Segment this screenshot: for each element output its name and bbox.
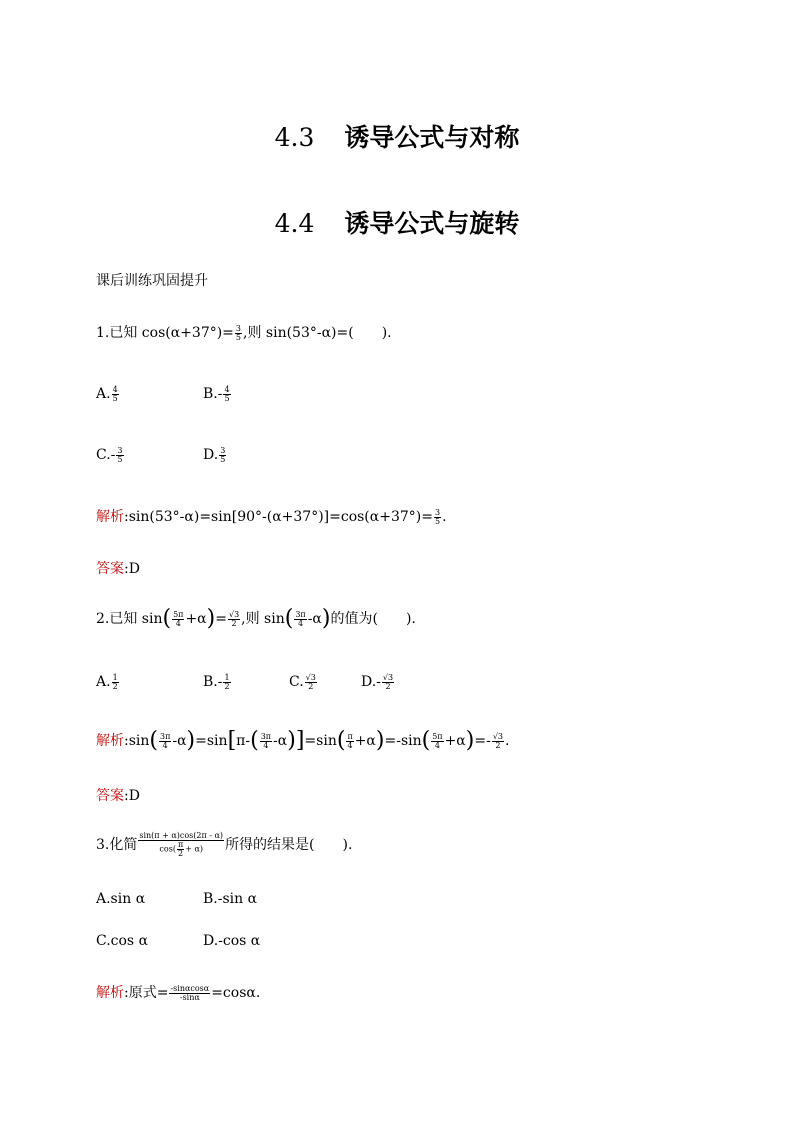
numerator: 4 — [224, 384, 230, 394]
fraction — [116, 447, 123, 464]
fraction — [223, 386, 230, 403]
jiexi-part: =-sin — [384, 733, 422, 749]
q2-stem-c: ,则 sin — [241, 611, 285, 627]
option-label: C.- — [96, 447, 116, 463]
q2-stem-a: 2.已知 sin — [96, 611, 163, 627]
numerator: 3 — [220, 445, 226, 455]
q2-option-d — [361, 672, 395, 692]
numerator: 5π — [432, 731, 443, 741]
fraction — [219, 447, 226, 464]
option-label: D.- — [361, 674, 381, 690]
option-label: D. — [203, 447, 219, 463]
denominator: 5 — [220, 454, 226, 464]
q3-option-a: A.sin α — [96, 891, 146, 907]
fraction — [346, 733, 353, 750]
option-label: C. — [289, 674, 304, 690]
denominator: 5 — [434, 516, 441, 526]
fraction — [169, 985, 210, 1002]
numerator: 4 — [112, 384, 118, 394]
jiexi-label: 解析 — [96, 509, 124, 525]
q1-stem-suffix: ,则 sin(53°-α)=( ). — [243, 325, 392, 341]
numerator: 3 — [235, 323, 242, 333]
fraction — [431, 733, 443, 750]
q2-stem-e: 的值为( ). — [330, 611, 416, 627]
title-number: 4.4 — [274, 209, 315, 238]
q2-option-b — [203, 672, 232, 692]
denominator: 5 — [112, 393, 118, 403]
fraction — [434, 509, 441, 526]
period: . — [505, 733, 510, 749]
numerator: √3 — [305, 672, 316, 682]
fraction — [492, 733, 504, 750]
fraction — [260, 733, 272, 750]
fraction — [177, 841, 184, 858]
jiexi-part: -α — [172, 733, 187, 749]
denominator: cos( $\frac{\pi}{2}$ + α) — [159, 840, 203, 858]
answer-label: 答案 — [96, 561, 124, 577]
denominator: 4 — [175, 618, 181, 628]
option-label: B.- — [203, 674, 223, 690]
equals: = — [215, 611, 227, 627]
option-label: A. — [96, 674, 111, 690]
title-text: 诱导公式与旋转 — [344, 209, 520, 238]
fraction — [223, 674, 230, 691]
q1-option-a — [96, 384, 120, 404]
fraction — [159, 733, 171, 750]
q1-option-c — [96, 445, 125, 465]
den-part: + α — [185, 844, 200, 854]
jiexi-label: 解析 — [96, 733, 124, 749]
jiexi-part: =cosα. — [211, 985, 261, 1001]
q1-stem-prefix: 1.已知 cos(α+37°)= — [96, 325, 234, 341]
q2-stem: 2.已知 sin( $\frac{5\pi}{4}$ +α)= $\frac{√3}{2}$ ,则 sin( $\frac{3\pi}{4}$ -α)的值为( ). — [96, 606, 416, 631]
denominator: -sinα — [179, 992, 200, 1002]
q2-stem-d: -α — [307, 611, 322, 627]
jiexi-part: =- — [474, 733, 491, 749]
fraction — [112, 386, 119, 403]
denominator: 2 — [178, 849, 184, 858]
numerator: 3π — [295, 609, 306, 619]
q1-option-b — [203, 384, 232, 404]
jiexi-part: =sin — [195, 733, 228, 749]
numerator: √3 — [228, 609, 240, 619]
numerator: π — [177, 840, 184, 849]
denominator: 2 — [495, 740, 501, 750]
q2-jiexi: 解析:sin( $\frac{3\pi}{4}$ -α)=sin[π-( $\frac{3\pi}{4}$ -α)]=sin( $\frac{\pi}{4}$ +α)=-sin( $\frac{5\pi}{4}$ +α)=- $\frac{√3}{2}$ . — [96, 728, 510, 753]
fraction — [305, 674, 317, 691]
q2-stem-b: +α — [185, 611, 207, 627]
den-part: cos — [159, 844, 173, 854]
numerator: 1 — [112, 672, 118, 682]
denominator: 4 — [434, 740, 440, 750]
jiexi-text: :sin(53°-α)=sin[90°-(α+37°)]=cos(α+37°)= — [124, 509, 433, 525]
fraction — [294, 611, 306, 628]
fraction — [382, 674, 394, 691]
numerator: π — [347, 731, 353, 741]
denominator: 2 — [385, 681, 391, 691]
fraction — [172, 611, 184, 628]
q1-answer — [96, 559, 140, 579]
jiexi-part: -α — [273, 733, 288, 749]
q3-option-b: B.-sin α — [203, 891, 258, 907]
denominator: 4 — [347, 740, 353, 750]
q3-jiexi — [96, 983, 260, 1003]
section-label: 课后训练巩固提升 — [96, 273, 208, 289]
fraction — [112, 674, 119, 691]
fraction — [235, 325, 242, 342]
q2-option-c — [289, 672, 318, 692]
numerator: 5π — [173, 609, 184, 619]
numerator: sin(π + α)cos(2π - α) — [139, 831, 224, 840]
answer-text: :D — [124, 788, 140, 804]
jiexi-part: =sin — [304, 733, 337, 749]
fraction — [138, 832, 224, 858]
answer-text: :D — [124, 561, 140, 577]
title-4-4 — [0, 204, 794, 240]
denominator: 5 — [117, 454, 123, 464]
numerator: √3 — [382, 672, 394, 682]
q2-option-a — [96, 672, 120, 692]
numerator: 1 — [224, 672, 230, 682]
jiexi-part: :原式= — [124, 985, 169, 1001]
jiexi-part: :sin — [124, 733, 150, 749]
q3-stem — [96, 832, 352, 858]
q2-answer — [96, 786, 140, 806]
denominator: 4 — [162, 740, 168, 750]
answer-label: 答案 — [96, 788, 124, 804]
denominator: 2 — [112, 681, 118, 691]
q3-option-c: C.cos α — [96, 933, 149, 949]
jiexi-part: +α — [354, 733, 376, 749]
title-4-3 — [0, 118, 794, 154]
q3-stem-a: 3.化简 — [96, 837, 138, 853]
numerator: √3 — [492, 731, 504, 741]
denominator: 2 — [308, 681, 314, 691]
numerator: 3π — [260, 731, 272, 741]
period: . — [442, 509, 447, 525]
numerator: 3 — [434, 507, 441, 517]
numerator: -sinαcosα — [170, 983, 210, 993]
title-number: 4.3 — [274, 123, 315, 152]
q3-option-d: D.-cos α — [203, 933, 261, 949]
denominator: 2 — [224, 681, 230, 691]
fraction — [228, 611, 240, 628]
q1-stem — [96, 323, 392, 343]
q1-option-d — [203, 445, 227, 465]
denominator: 4 — [263, 740, 269, 750]
jiexi-label: 解析 — [96, 985, 124, 1001]
jiexi-part: +α — [444, 733, 466, 749]
denominator: 5 — [224, 393, 230, 403]
jiexi-part: π- — [236, 733, 251, 749]
numerator: 3π — [160, 731, 171, 741]
option-label: A. — [96, 386, 111, 402]
q1-jiexi — [96, 507, 447, 527]
option-label: B.- — [203, 386, 223, 402]
denominator: 5 — [235, 332, 242, 342]
title-text: 诱导公式与对称 — [344, 123, 520, 152]
denominator: 4 — [297, 618, 304, 628]
q3-stem-b: 所得的结果是( ). — [225, 837, 353, 853]
denominator: 2 — [231, 618, 237, 628]
numerator: 3 — [117, 445, 123, 455]
